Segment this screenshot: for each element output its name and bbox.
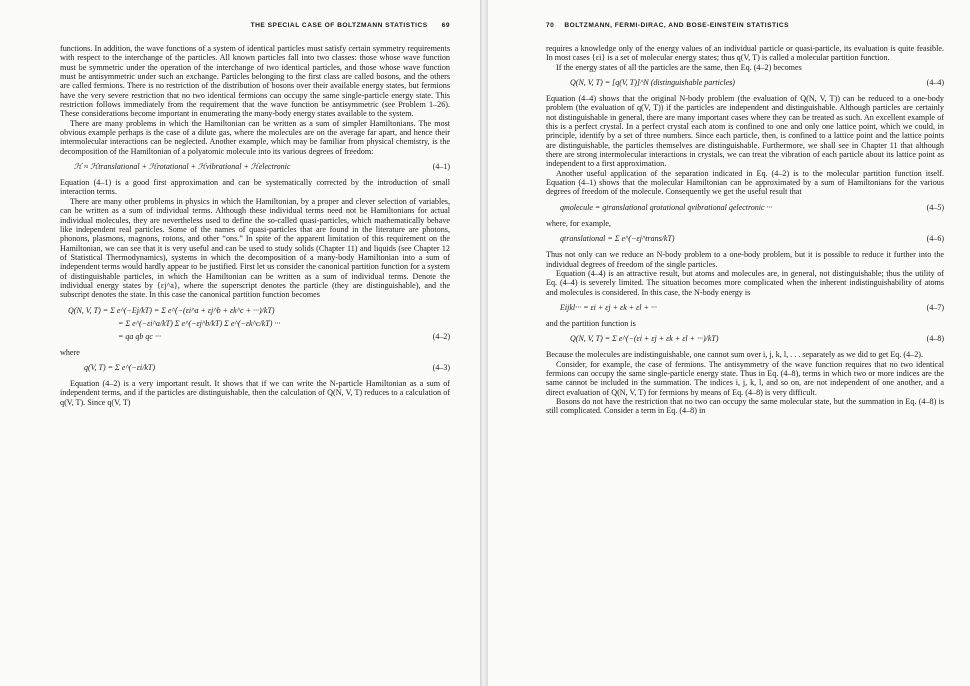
- page-number: 69: [441, 22, 450, 29]
- paragraph: Because the molecules are indistinguishable, one cannot sum over i, j, k, l, . . . separately as we did to get Eq. (4–2).: [546, 350, 924, 360]
- equation-4-7: [546, 303, 944, 313]
- equation-line: = qa qb qc ···: [118, 331, 161, 341]
- equation-text: Q(N, V, T) = [q(V, T)]^N (distinguishable particles): [570, 78, 735, 88]
- paragraph: and the partition function is: [546, 318, 636, 328]
- paragraph: requires a knowledge only of the energy values of an individual particle or quasi-particle, its evaluation is quite feasible. In most cases {εi} is a set of molecular energy states; thus q(V, T) is called a molecular partition function.: [546, 44, 944, 63]
- equation-4-6: [546, 234, 944, 244]
- right-page: [488, 0, 970, 686]
- paragraph: Thus not only can we reduce an N-body problem to a one-body problem, but it is possible to reduce it further into the individual degrees of freedom of the single particles.: [546, 250, 944, 269]
- paragraph: where, for example,: [546, 218, 611, 228]
- equation-4-8: [546, 334, 944, 344]
- equation-number: (4–1): [432, 162, 450, 172]
- equation-4-2: [60, 306, 450, 342]
- paragraph: If the energy states of all the particles are the same, then Eq. (4–2) becomes: [556, 62, 802, 72]
- equation-number: (4–3): [432, 362, 450, 372]
- paragraph: Bosons do not have the restriction that no two can occupy the same molecular state, but the summation in Eq. (4–8) is still complicated. Consider a term in Eq. (4–8) in: [546, 396, 944, 416]
- equation-text: Eijkl··· = εi + εj + εk + εl + ···: [560, 302, 657, 312]
- running-head-right: [546, 22, 944, 32]
- equation-4-5: [546, 203, 944, 213]
- equation-text: q(V, T) = Σ e^(−εi/kT): [84, 362, 156, 372]
- paragraph: Consider, for example, the case of fermions. The antisymmetry of the wave function requires that no two identical fermions can occupy the same single-particle energy state. Thus in Eq. (4–8), terms in which two or more indices are the same cannot be included in the summation. The indices i, j, k, l, and so on, are not independent of one another, and a direct evaluation of Q(N, V, T) for fermions by means of Eq. (4–8) is very difficult.: [546, 359, 944, 397]
- paragraph: Equation (4–4) shows that the original N-body problem (the evaluation of Q(N, V, T)) can be reduced to a one-body problem (the evaluation of q(V, T)) if the particles are independent and distinguishable. Although particles are certainly not distinguishable in general, there are many important cases where they can be treated as such. An excellent example of this is a perfect crystal. In a perfect crystal each atom is confined to one and only one lattice point, which we could, in principle, identify by a set of three numbers. Since each particle, then, is confined to a lattice point and the lattice points are distinguishable, the particles themselves are distinguishable. Furthermore, we shall see in Chapter 11 that although there are strong intermolecular interactions in crystals, we can treat the vibration of each particle about its lattice point as independent to a first approximation.: [546, 94, 944, 169]
- paragraph: There are many other problems in physics in which the Hamiltonian, by a proper and clever selection of variables, can be written as a sum of individual terms. Although these individual terms need not be Hamiltonians for actual individual molecules, they are nevertheless used to define the so-called quasi-particles, which mathematically behave like independent real particles. Some of the names of quasi-particles that are found in the literature are photons, phonons, plasmons, magnons, rotons, and other “ons.” In spite of the apparent limitation of this requirement on the Hamiltonian, we can see that it is very useful and can be used to study solids (Chapter 11) and liquids (see Chapter 12 of Statistical Thermodynamics), systems in which the decomposition of a many-body Hamiltonian into a sum of independent terms would hardly appear to be justified. First let us consider the canonical partition function for a system of distinguishable particles, in which the Hamiltonian can be written as a sum of individual terms. Denote the individual energy states by {εj^a}, where the superscript denotes the particle (they are distinguishable), and the subscript denotes the state. In this case the canonical partition function becomes: [60, 196, 450, 300]
- running-head-left: [60, 22, 450, 32]
- equation-line: Q(N, V, T) = Σ e^(−Ej/kT) = Σ e^(−(εi^a + εj^b + εk^c + ···)/kT): [68, 305, 275, 315]
- equation-number: (4–7): [926, 302, 944, 312]
- paragraph: Equation (4–1) is a good first approximation and can be systematically corrected by the introduction of small interaction terms.: [60, 178, 450, 197]
- equation-4-3: [60, 363, 450, 373]
- book-gutter: [480, 0, 488, 686]
- equation-number: (4–2): [432, 331, 450, 341]
- equation-text: qmolecule = qtranslational qrotational qvibrational qelectronic ···: [560, 202, 773, 212]
- paragraph: There are many problems in which the Hamiltonian can be written as a sum of simpler Hamiltonians. The most obvious example perhaps is the case of a dilute gas, where the molecules are on the average far apart, and hence their intermolecular interactions can be neglected. Another example, which may be familiar from physical chemistry, is the decomposition of the Hamiltonian of a polyatomic molecule into its various degrees of freedom:: [60, 118, 450, 156]
- equation-number: (4–6): [926, 234, 944, 244]
- equation-text: Q(N, V, T) = Σ e^(−(εi + εj + εk + εl + ···)/kT): [570, 334, 719, 344]
- paragraph: functions. In addition, the wave functions of a system of identical particles must satisfy certain symmetry requirements with respect to the interchange of the particles. All known particles fall into two classes: those whose wave function must be symmetric under the operation of the interchange of two identical particles, and those whose wave function must be antisymmetric under such an exchange. Particles belonging to the first class are called bosons, and the others are called fermions. There is no restriction of the distribution of bosons over their available energy states, but fermions have the very severe restriction that no two identical fermions can occupy the same single-particle energy state. This restriction follows immediately from the requirement that the wave function be antisymmetric (see Problem 1–26). These considerations become important in enumerating the many-body energy states available to the system.: [60, 44, 450, 119]
- equation-4-1: [60, 162, 450, 172]
- left-page: [0, 0, 480, 686]
- equation-4-4: [546, 78, 944, 88]
- paragraph: Another useful application of the separation indicated in Eq. (4–2) is to the molecular partition function itself. Equation (4–1) shows that the molecular Hamiltonian can be approximated by a sum of Hamiltonians for the various degrees of freedom of the molecule. Consequently we get the useful result that: [546, 168, 944, 197]
- equation-number: (4–4): [926, 78, 944, 88]
- equation-number: (4–5): [926, 202, 944, 212]
- chapter-header: THE SPECIAL CASE OF BOLTZMANN STATISTICS: [250, 22, 428, 29]
- chapter-header: BOLTZMANN, FERMI-DIRAC, AND BOSE-EINSTEIN STATISTICS: [564, 22, 790, 29]
- page-number: 70: [546, 22, 555, 29]
- equation-text: qtranslational = Σ e^(−εj^trans/kT): [560, 234, 675, 244]
- equation-text: ℋ ≈ ℋtranslational + ℋrotational + ℋvibrational + ℋelectronic: [74, 162, 291, 172]
- paragraph: where: [60, 347, 80, 357]
- paragraph: Equation (4–2) is a very important result. It shows that if we can write the N-particle Hamiltonian as a sum of independent terms, and if the particles are distinguishable, then the calculation of Q(N, V, T) reduces to a calculation of q(V, T). Since q(V, T): [60, 378, 450, 407]
- equation-number: (4–8): [926, 334, 944, 344]
- paragraph: Equation (4–4) is an attractive result, but atoms and molecules are, in general, not distinguishable; thus the utility of Eq. (4–4) is severely limited. The situation becomes more complicated when the inherent indistinguishability of atoms and molecules is considered. In this case, the N-body energy is: [546, 268, 944, 297]
- equation-line: = Σ e^(−εi^a/kT) Σ e^(−εj^b/kT) Σ e^(−εk^c/kT) ···: [118, 318, 281, 328]
